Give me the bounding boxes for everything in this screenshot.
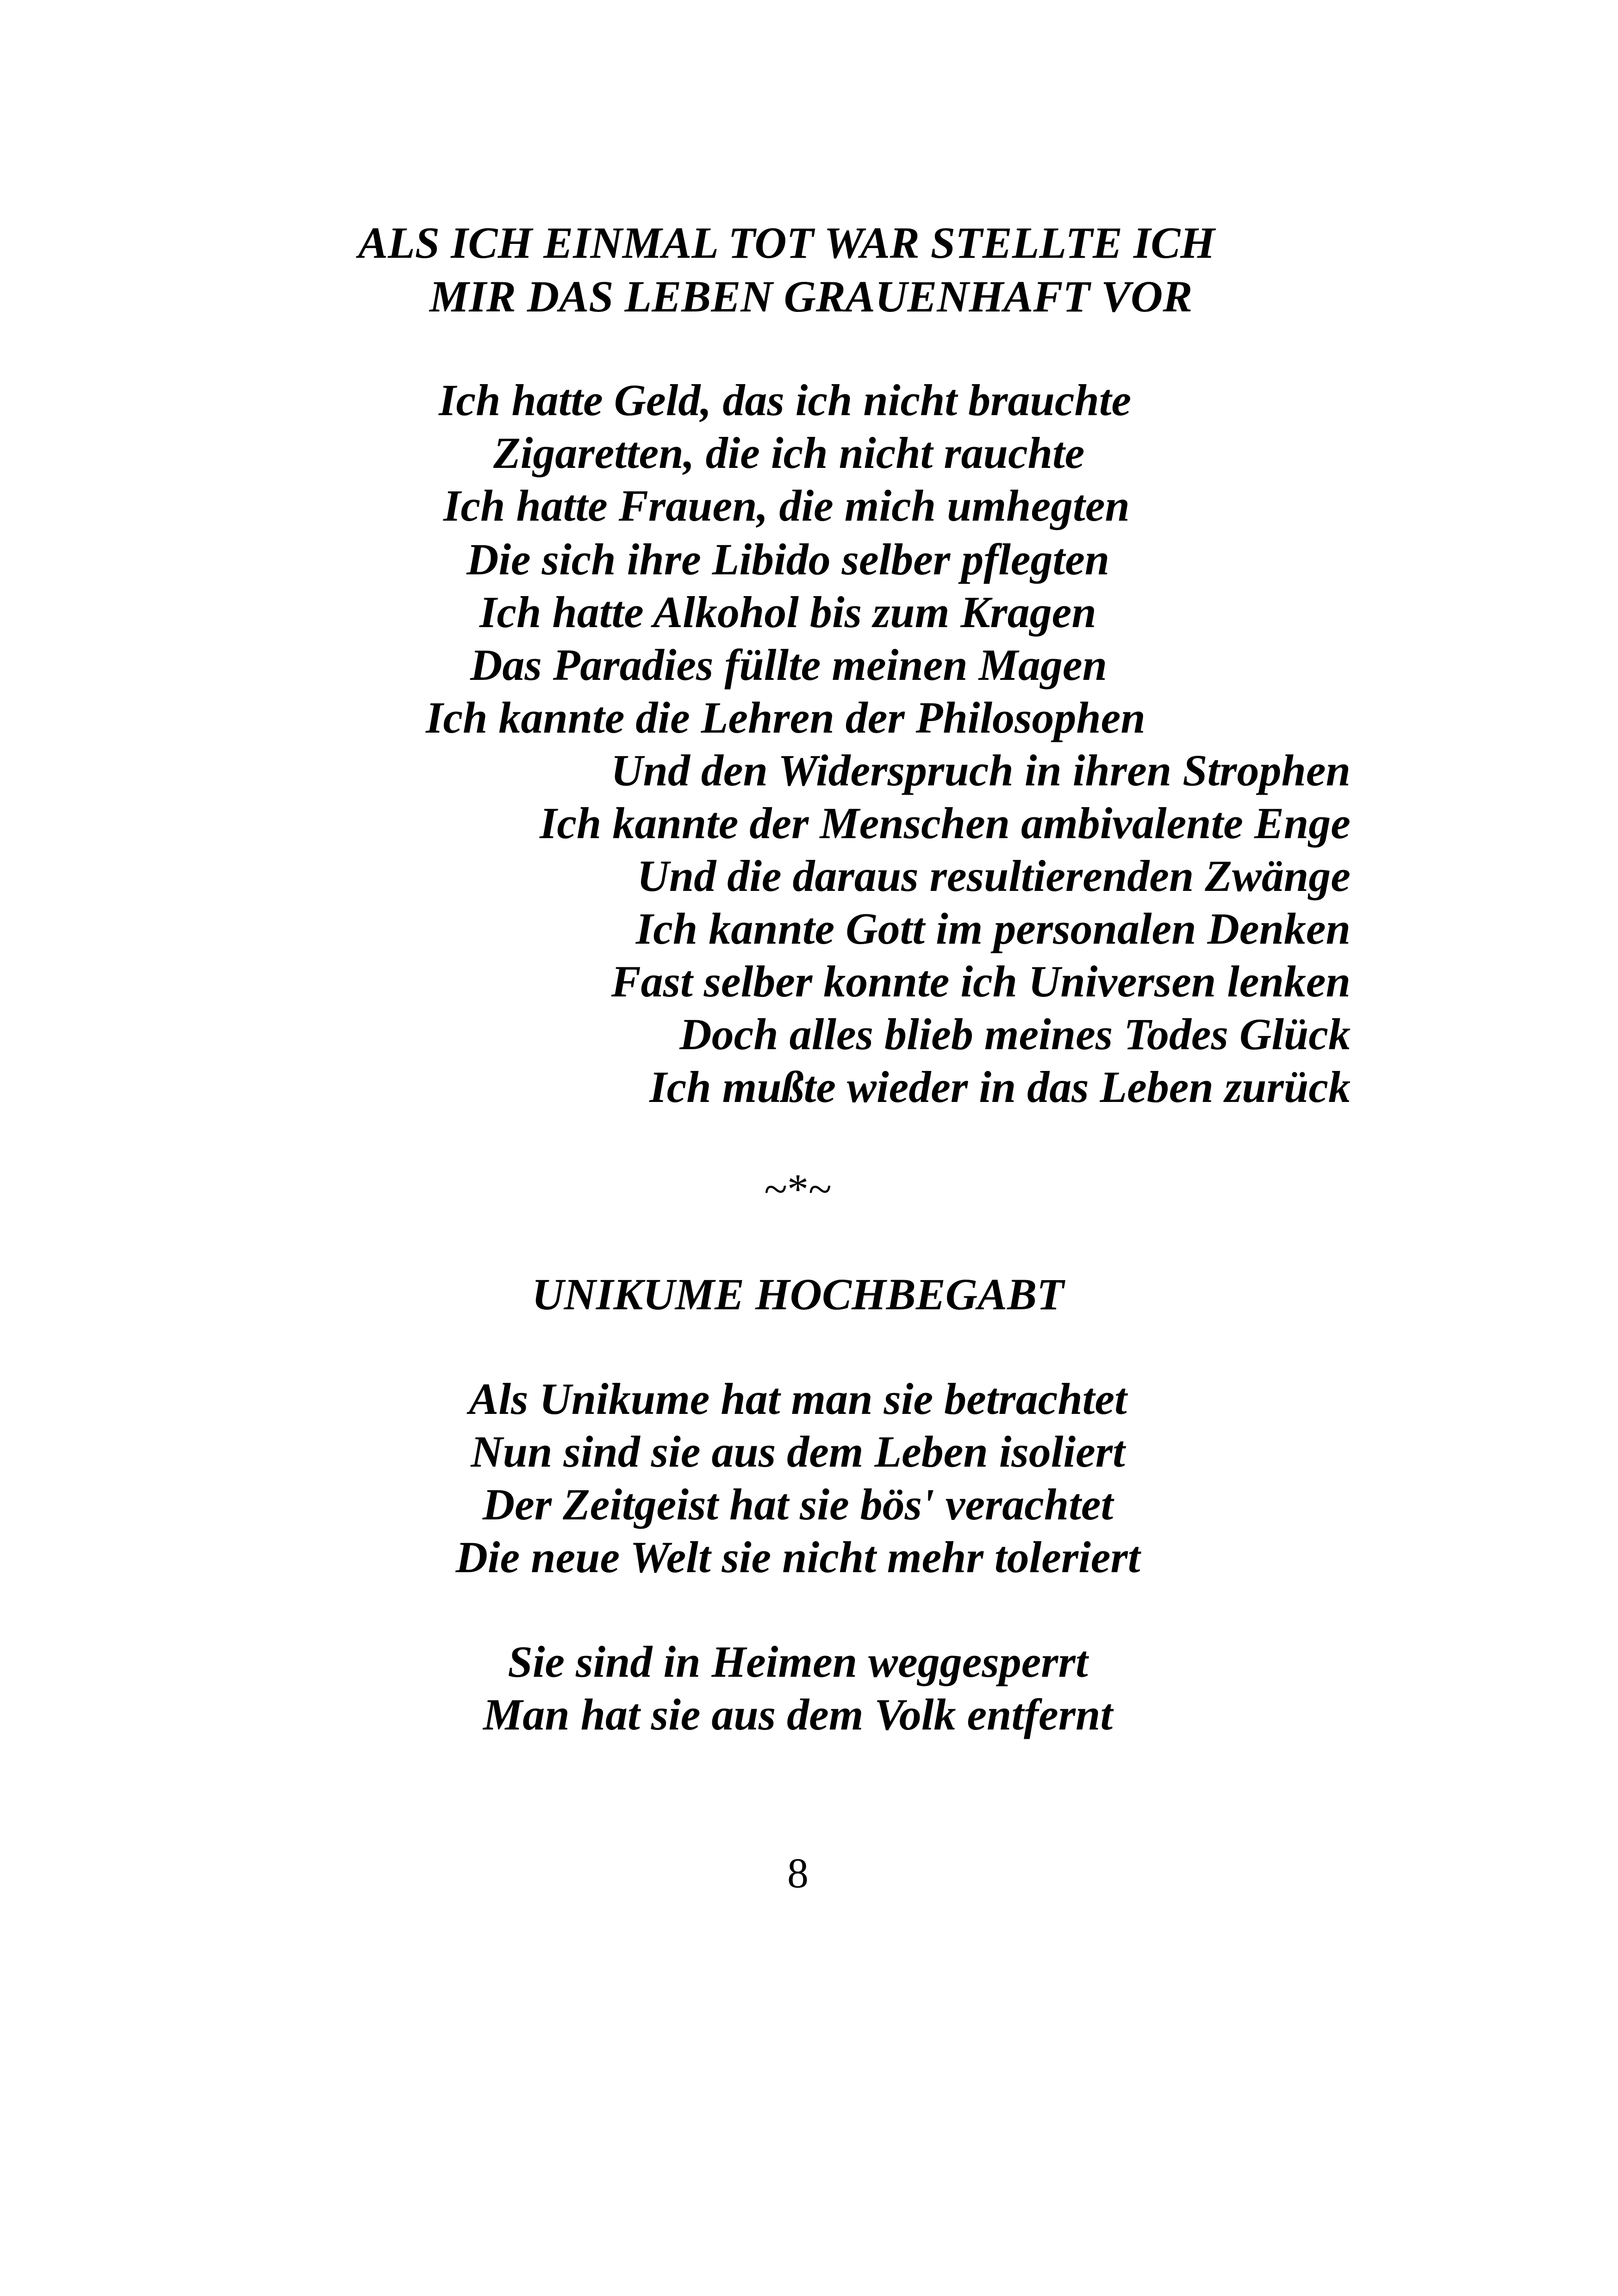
verse-line: Ich hatte Geld, das ich nicht brauchte (439, 375, 1132, 425)
poem-title: UNIKUME HOCHBEGABT (532, 1269, 1064, 1319)
verse-line: Die sich ihre Libido selber pflegten (467, 535, 1110, 584)
verse-line: Und die daraus resultierenden Zwänge (637, 851, 1350, 901)
verse-line: Nun sind sie aus dem Leben isoliert (471, 1427, 1125, 1476)
verse-line: Man hat sie aus dem Volk entfernt (483, 1690, 1113, 1739)
verse-line: Die neue Welt sie nicht mehr toleriert (455, 1532, 1140, 1582)
verse-line: Doch alles blieb meines Todes Glück (679, 1009, 1350, 1059)
verse-line: Ich kannte Gott im personalen Denken (635, 904, 1350, 953)
verse-line: Ich hatte Alkohol bis zum Kragen (479, 587, 1096, 637)
verse-line: Fast selber konnte ich Universen lenken (611, 957, 1350, 1006)
poem-title-line-2: MIR DAS LEBEN GRAUENHAFT VOR (429, 272, 1193, 321)
verse-line: Sie sind in Heimen weggesperrt (508, 1637, 1088, 1686)
verse-line: Ich kannte der Menschen ambivalente Enge (539, 798, 1350, 848)
verse-line: Ich mußte wieder in das Leben zurück (649, 1062, 1350, 1112)
poem-title-line-1: ALS ICH EINMAL TOT WAR STELLTE ICH (358, 218, 1215, 268)
verse-line: Als Unikume hat man sie betrachtet (469, 1374, 1127, 1424)
page-number: 8 (787, 1849, 809, 1897)
verse-line: Und den Widerspruch in ihren Strophen (611, 746, 1350, 795)
section-separator: ~*~ (764, 1165, 832, 1213)
verse-line: Ich hatte Frauen, die mich umhegten (443, 481, 1130, 530)
verse-line: Zigaretten, die ich nicht rauchte (493, 428, 1085, 478)
verse-line: Ich kannte die Lehren der Philosophen (426, 693, 1145, 742)
verse-line: Das Paradies füllte meinen Magen (470, 640, 1108, 690)
verse-line: Der Zeitgeist hat sie bös' verachtet (482, 1480, 1114, 1529)
